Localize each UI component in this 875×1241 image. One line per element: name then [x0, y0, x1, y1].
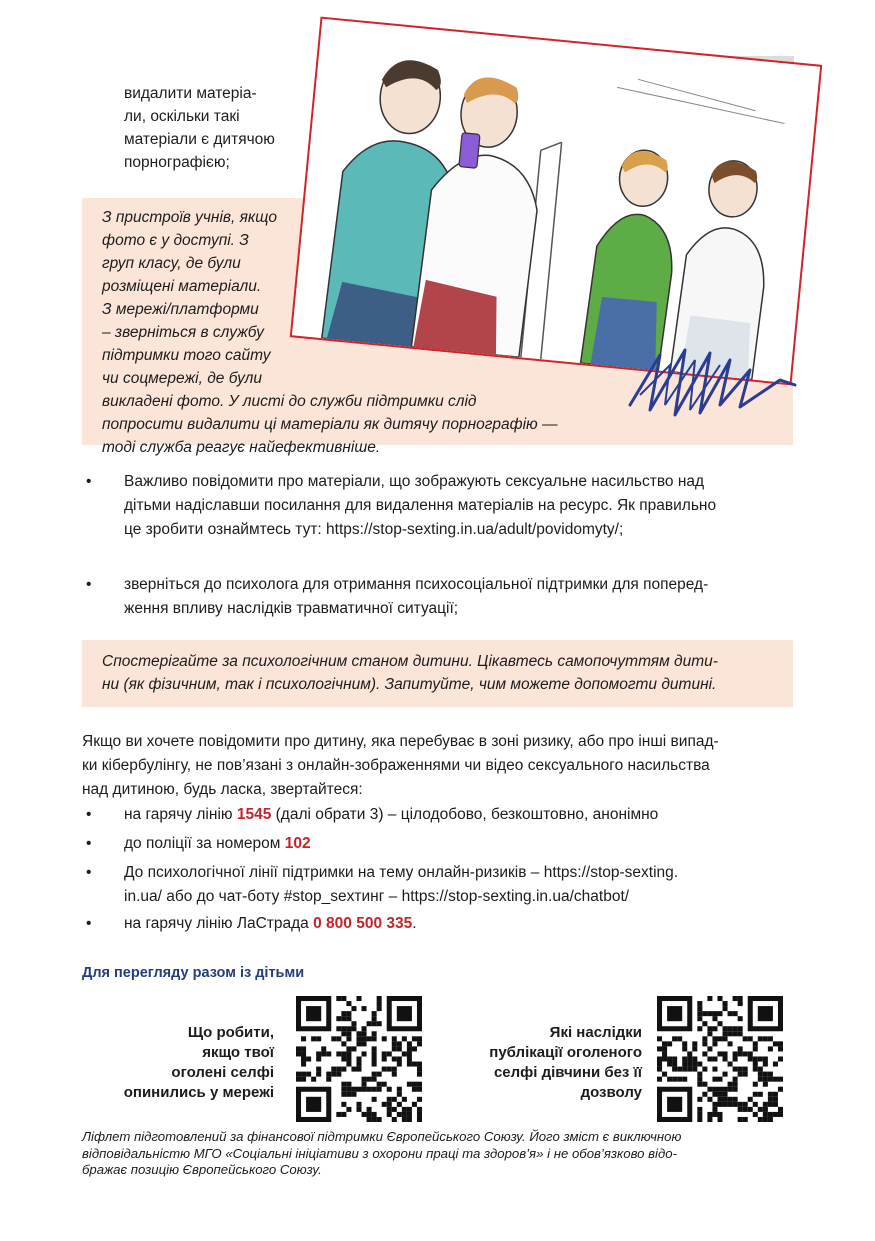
video-section-title: Для перегляду разом із дітьми — [82, 965, 305, 981]
tip-box-text — [102, 206, 662, 459]
tip-line: З мережі/платформи — [102, 301, 259, 318]
contact-police — [124, 832, 784, 856]
tip-line: фото є у доступі. З — [102, 232, 249, 249]
caption-line: якщо твої — [202, 1044, 274, 1061]
lastrada-number[interactable]: 0 800 500 335 — [313, 915, 413, 932]
police-number[interactable]: 102 — [284, 835, 311, 852]
intro-line: порнографією; — [124, 154, 230, 171]
tip-line: тоді служба реагує найефективніше. — [102, 439, 381, 456]
contact-text: на гарячу лінію — [124, 806, 237, 823]
bullet-marker: • — [86, 835, 92, 852]
caption-line: дозволу — [580, 1084, 642, 1101]
report-line: над дитиною, будь ласка, звертайтеся: — [82, 781, 363, 798]
contact-line: До психологічної лінії підтримки на тему онлайн-ризиків – https://stop-sexting. — [124, 864, 679, 881]
intro-text — [124, 82, 304, 174]
contact-text: на гарячу лінію ЛаСтрада — [124, 915, 314, 932]
contact-hotline-1545 — [124, 803, 784, 827]
intro-line: видалити матеріа- — [124, 85, 257, 102]
contact-psych-line — [124, 861, 784, 909]
tip-line: викладені фото. У листі до служби підтримки слід — [102, 393, 477, 410]
bullet-report-materials — [124, 470, 784, 542]
tip-line: підтримки того сайту — [102, 347, 271, 364]
bullet-marker: • — [86, 576, 92, 593]
caption-line: Які наслідки — [549, 1024, 642, 1041]
bullet-marker: • — [86, 473, 92, 490]
report-line: Якщо ви хочете повідомити про дитину, яка перебуває в зоні ризику, або про інші випад- — [82, 733, 719, 750]
bullet-line: дітьми надіславши посилання для видалення матеріалів на ресурс. Як правильно — [124, 497, 717, 514]
observe-line: ни (як фізичним, так і психологічним). Запитуйте, чим можете допомогти дитині. — [102, 676, 717, 693]
qr-code-left[interactable] — [296, 996, 422, 1122]
footer-line: Ліфлет підготовлений за фінансової підтримки Європейського Союзу. Його зміст є виключною — [82, 1129, 682, 1144]
bullet-marker: • — [86, 915, 92, 932]
tip-line: груп класу, де були — [102, 255, 241, 272]
report-paragraph — [82, 730, 794, 802]
tip-line: розміщені матеріали. — [102, 278, 262, 295]
caption-line: оголені селфі — [171, 1064, 274, 1081]
caption-line: селфі дівчини без її — [493, 1064, 642, 1081]
tip-line: попросити видалити ці матеріали як дитячу порнографію — — [102, 416, 558, 433]
report-line: ки кібербулінгу, не пов’язані з онлайн-зображеннями чи відео сексуального насильства — [82, 757, 710, 774]
caption-line: публікації оголеного — [489, 1044, 642, 1061]
bullet-psychologist — [124, 573, 784, 621]
hotline-number[interactable]: 1545 — [236, 806, 272, 823]
contact-line: in.ua/ або до чат-боту #stop_sexтинг – https://stop-sexting.in.ua/chatbot/ — [124, 888, 630, 905]
intro-line: ли, оскільки такі — [124, 108, 240, 125]
bullet-marker: • — [86, 806, 92, 823]
footer-disclaimer — [82, 1129, 794, 1179]
qr-code-right[interactable] — [657, 996, 783, 1122]
footer-line: бражає позицію Європейського Союзу. — [82, 1162, 322, 1177]
left-qr-caption — [120, 1023, 274, 1103]
bullet-marker: • — [86, 864, 92, 881]
intro-line: матеріали є дитячою — [124, 131, 275, 148]
tip-line: З пристроїв учнів, якщо — [102, 209, 278, 226]
tip-line: чи соцмережі, де були — [102, 370, 263, 387]
right-qr-caption — [460, 1023, 642, 1103]
bullet-line: Важливо повідомити про матеріали, що зображують сексуальне насильство над — [124, 473, 705, 490]
tip-line: – зверніться в службу — [102, 324, 264, 341]
observe-line: Спостерігайте за психологічним станом дитини. Цікавтесь самопочуттям дити- — [102, 653, 718, 670]
contact-lastrada — [124, 912, 784, 936]
bullet-line: зверніться до психолога для отримання психосоціальної підтримки для поперед- — [124, 576, 709, 593]
bullet-line: це зробити ознаймтесь тут: https://stop-sexting.in.ua/adult/povidomyty/; — [124, 521, 624, 538]
caption-line: Що робити, — [187, 1024, 274, 1041]
bullet-line: ження впливу наслідків травматичної ситуації; — [124, 600, 459, 617]
contact-text: . — [412, 915, 417, 932]
caption-line: опинились у мережі — [123, 1084, 274, 1101]
footer-line: відповідальністю МГО «Соціальні ініціативи з охорони праці та здоров’я» і не обов’язково відо- — [82, 1145, 678, 1161]
observe-box-text — [102, 650, 782, 696]
contact-text: (далі обрати 3) – цілодобово, безкоштовно, анонімно — [271, 806, 659, 823]
contact-text: до поліції за номером — [124, 835, 285, 852]
